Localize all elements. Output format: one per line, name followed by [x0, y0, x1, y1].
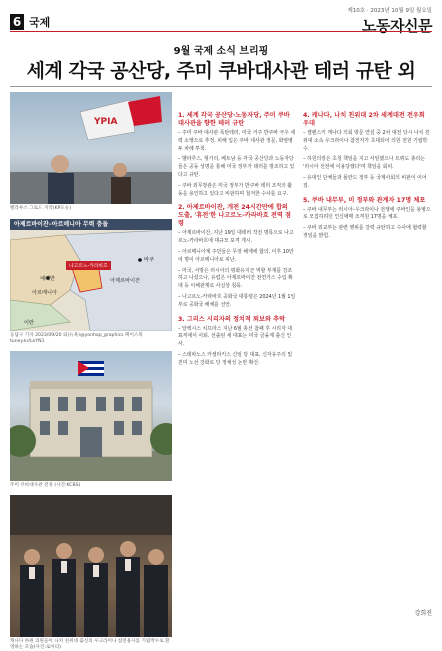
photo4-caption: 캐나다 하원 의원들이 나치 친위대 출신의 우크라이나 참전용사를 기립박수로 환영하는 모습(사진:로이터): [10, 639, 170, 650]
label-armenia: 아르메니아: [32, 290, 58, 296]
article-5: [303, 197, 431, 241]
photo1-caption: 벨라루스 그로드 지역(KP도뉴): [10, 206, 72, 211]
label-baku: 바쿠: [144, 257, 155, 263]
cuban-flag-icon: [78, 361, 104, 376]
article-paragraph: – 쿠바 내무부는 러시아–우크라이나 전쟁에 쿠바인을 용병으로 모집하려던 인신매매 조직원 17명을 체포.: [303, 206, 431, 221]
article-paragraph: – 아제르바이잔, 지난 19일 대테러 작전 명목으로 나고르노-카라바흐에 대규모 포격 개시.: [178, 230, 294, 245]
kicker: 9월 국제 소식 브리핑: [173, 46, 269, 57]
photo3-caption: 주미 쿠바대사관 전경 (사진:KCBS): [10, 483, 81, 488]
article-title: 4. 캐나다, 나치 친위대 2차 세계대전 전우회 우대: [303, 112, 425, 127]
label-yerevan: 예레반: [40, 276, 56, 282]
article-paragraph: – 주미 쿠바 대사관 폭탄테러, 미국 거주 반쿠바 극우 세력 소행으로 추정. 피해 입은 쿠바 대사관 정문, 화염병 두 차례 투척.: [178, 130, 296, 152]
article-3: [178, 316, 296, 368]
label-iran: 이란: [24, 320, 35, 326]
article-column-middle: [178, 112, 296, 371]
header-rule: [10, 31, 432, 32]
parliament-illustration: [10, 495, 172, 637]
section-header: [10, 14, 50, 30]
label-azerbaijan: 아제르바이잔: [110, 278, 141, 284]
map-title: 아제르바이잔–아르메니아 무력 충돌: [10, 219, 172, 230]
article-title: 3. 그리스 시리자의 정치적 퇴보와 추락: [178, 315, 286, 323]
map-caption: 응답구 기자 2023/09/20 외(뉴욕)@yonhap_graphics 페이스북 tuney.kr/LeYN1: [10, 333, 143, 344]
article-paragraph: – 아르메니아계 주민들은 무장 해제에 합의, 이후 10만여 명이 아르메니아로 피난.: [178, 248, 294, 263]
article-paragraph: – 알렉시스 치프라스 지난 6월 총선 참패 후 시리자 대표직에서 사퇴. 선출된 새 대표는 미국 금융계 출신 인사.: [178, 325, 293, 348]
article-paragraph: – 젤렌스키 캐나다 의회 방문 연설 중 2차 대전 당시 나치 친위대 소속 우크라이나 참전자가 초대되어 의원 전원 기립박수.: [303, 130, 430, 152]
embassy-photo: [10, 351, 172, 481]
photo-column: [10, 92, 172, 651]
article-paragraph: – 벨라루스, 헝가리, 베트남 등 각국 공산당과 노동자당들은 공동 성명을 통해 미국 정부가 테러를 방조하고 있다고 규탄.: [178, 156, 295, 178]
protest-illustration: [10, 92, 172, 204]
article-paragraph: – 유대인 단체들과 폴란드 정부 등 국제사회의 비판이 이어짐.: [303, 174, 427, 189]
article-4: [303, 112, 431, 191]
article-paragraph: – 쿠바 외무장관은 미국 정부가 반쿠바 테러 조직의 활동을 용인하고 있다고 비판하며 철저한 수사를 요구.: [178, 182, 293, 197]
svg-text:YPIA: YPIA: [94, 117, 118, 127]
article-paragraph: – 하원의장은 초청 책임을 지고 사임했으나 트뤼도 총리는 '러시아 선전에 이용당했다'며 책임을 회피.: [303, 156, 425, 171]
brand-logo: 노동자신문: [362, 17, 432, 35]
conflict-map: [10, 219, 172, 331]
section-number: 6: [10, 14, 24, 30]
issue-line: 제10호 · 2023년 10월 9일 월요일: [347, 8, 432, 14]
article-title: 2. 아제르바이잔, 개전 24시간만에 합의 도출, '휴전'한 나고르노-카라바흐 전역 점령: [178, 204, 291, 228]
map-graphic: [10, 230, 172, 331]
article-paragraph: – 나고르노-카라바흐 공화국 대통령은 2024년 1월 1일부로 공화국 해체를 선언.: [178, 293, 296, 308]
article-1: [178, 112, 296, 198]
article-paragraph: – 미국, 서방은 러시아의 평화유지군 역할 부재를 강조하고 나섰으나, 유럽은 아제르바이잔 천연가스 수입 확대 등 이해관계로 사실상 침묵.: [178, 267, 293, 290]
article-paragraph: – 쿠바 외교부는 관련 행위를 강력 규탄하고 수사에 협력할 것임을 밝힘.: [303, 225, 427, 239]
parliament-photo: [10, 495, 172, 637]
protest-photo: [10, 92, 172, 204]
article-paragraph: – 스테파노스 카셀라키스 신임 당 대표, 신자유주의 및 친미 노선 강화로 당 정체성 논란 확산.: [178, 351, 293, 366]
article-2: [178, 204, 296, 309]
headline: 세계 각국 공산당, 주미 쿠바대사관 테러 규탄 외: [26, 60, 416, 82]
section-name: 국제: [29, 16, 51, 29]
article-column-right: [303, 112, 431, 244]
article-title: 1. 세계 각국 공산당·노동자당, 주미 쿠바 대사관을 향한 테러 규탄: [178, 112, 290, 127]
article-title: 5. 쿠바 내무부, 미 정부와 관계자 17명 체포: [303, 196, 426, 204]
headline-rule: [10, 86, 432, 87]
label-nk: 나고르노-카라바흐: [66, 261, 111, 270]
byline: 강희진: [414, 610, 432, 617]
